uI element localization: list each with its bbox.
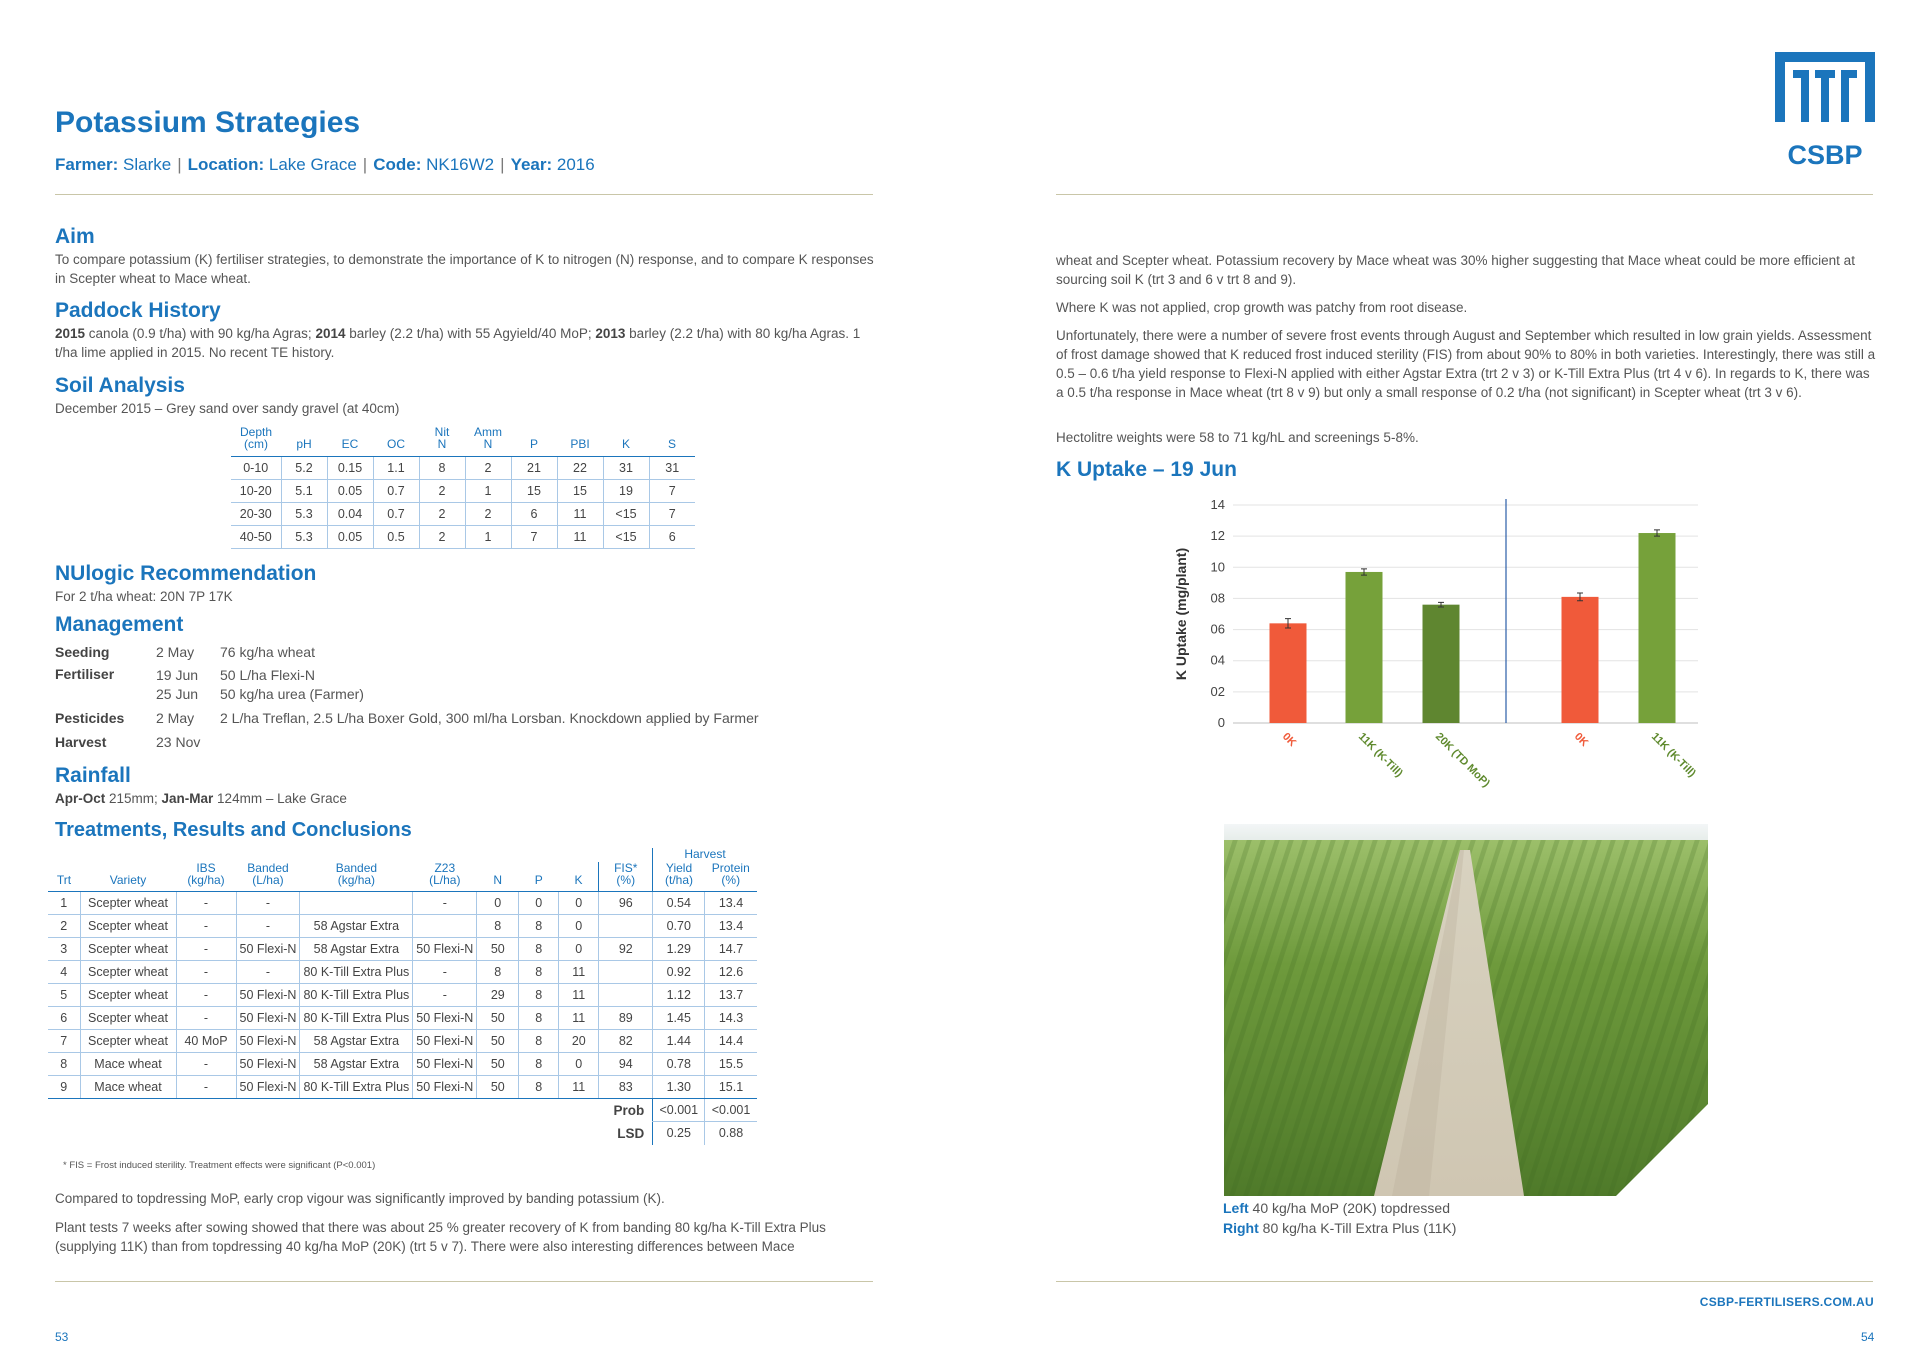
k-uptake-chart [960, 480, 1920, 810]
soil-heading: Soil Analysis [55, 374, 185, 397]
soil-col-header: Depth (cm) [231, 424, 281, 456]
trial-meta: Farmer: Slarke | Location: Lake Grace | Code: NK16W2 | Year: 2016 [55, 155, 595, 174]
soil-row: 40-50 5.3 0.05 0.5 2 1 7 11 <15 6 [231, 525, 695, 548]
management-row: Fertiliser 19 Jun 25 Jun 50 L/ha Flexi-N 50 kg/ha urea (Farmer) [55, 666, 364, 702]
treatment-row: 6 Scepter wheat - 50 Flexi-N 80 K-Till Extra Plus 50 Flexi-N 50 8 11 89 1.45 14.3 [48, 1007, 757, 1030]
photo-caption: Left 40 kg/ha MoP (20K) topdressed Right 80 kg/ha K-Till Extra Plus (11K) [1223, 1200, 1457, 1236]
treatment-row: 5 Scepter wheat - 50 Flexi-N 80 K-Till Extra Plus - 29 8 11 1.12 13.7 [48, 984, 757, 1007]
x-tick-label: 11K (K-Till) [1648, 730, 1698, 780]
treatment-col-header: Protein (%) [705, 862, 757, 892]
soil-col-header: pH [281, 424, 327, 456]
lsd-row: LSD 0.25 0.88 [48, 1122, 757, 1145]
treatment-row: 4 Scepter wheat - - 80 K-Till Extra Plus - 8 8 11 0.92 12.6 [48, 961, 757, 984]
soil-col-header: OC [373, 424, 419, 456]
treatment-row: 9 Mace wheat - 50 Flexi-N 80 K-Till Extra Plus 50 Flexi-N 50 8 11 83 1.30 15.1 [48, 1076, 757, 1099]
rainfall-heading: Rainfall [55, 764, 131, 787]
soil-col-header: S [649, 424, 695, 456]
footer-rule-right [1056, 1281, 1873, 1282]
treatment-col-header: Banded (L/ha) [236, 862, 300, 892]
page-title: Potassium Strategies [55, 106, 361, 139]
soil-col-header: Nit N [419, 424, 465, 456]
rainfall-text: Apr-Oct 215mm; Jan-Mar 124mm – Lake Grace [55, 791, 347, 806]
treatment-row: 2 Scepter wheat - - 58 Agstar Extra 8 8 0 0.70 13.4 [48, 915, 757, 938]
soil-table [231, 424, 695, 549]
soil-col-header: PBI [557, 424, 603, 456]
treatment-row: 8 Mace wheat - 50 Flexi-N 58 Agstar Extra 50 Flexi-N 50 8 0 94 0.78 15.5 [48, 1053, 757, 1076]
left-paragraph-2: Plant tests 7 weeks after sowing showed that there was about 25 % greater recovery of K from banding 80 kg/ha K-Till Extra Plus (supplying 11K) than from topdressing 40 kg/ha MoP (20K) (trt 5 v 7). There were also interesting differences between Mace [55, 1220, 826, 1254]
y-tick-label: 0 [1217, 715, 1225, 730]
soil-col-header: EC [327, 424, 373, 456]
right-paragraph-3: Unfortunately, there were a number of severe frost events through August and September which resulted in low grain yields. Assessment of frost damage showed that K reduced frost induced sterility (FIS) from about 90% to 80% in both varieties. Interestingly, there was still a 0.5 – 0.6 t/ha yield response to Flexi-N applied with either Agstar Extra (trt 2 v 3) or K-Till Extra Plus (trt 4 v 6). In regards to K, there was a 0.5 t/ha response in Mace wheat (trt 8 v 9) but only a small response of 0.2 t/ha (not significant) in Scepter wheat (trt 3 v 6). [1056, 328, 1876, 400]
crop-photo [1224, 824, 1708, 1196]
website-url[interactable]: CSBP-FERTILISERS.COM.AU [1699, 1295, 1874, 1309]
management-row: Harvest 23 Nov [55, 734, 201, 750]
soil-col-header: P [511, 424, 557, 456]
svg-text:CSBP: CSBP [1787, 140, 1863, 170]
treatment-col-header: P [519, 862, 559, 892]
treatment-col-header: Yield (t/ha) [653, 862, 705, 892]
treatment-col-header: Banded (kg/ha) [300, 862, 413, 892]
prob-row: Prob <0.001 <0.001 [48, 1099, 757, 1122]
treatment-row: 1 Scepter wheat - - - 0 0 0 96 0.54 13.4 [48, 892, 757, 915]
x-tick-label: 0K [1279, 730, 1299, 750]
right-page [960, 0, 1920, 1358]
page-number-right: 54 [1861, 1330, 1875, 1344]
left-paragraph-1: Compared to topdressing MoP, early crop vigour was significantly improved by banding potassium (K). [55, 1191, 665, 1206]
treatment-col-header: Variety [80, 862, 176, 892]
x-tick-label: 11K (K-Till) [1355, 730, 1405, 780]
bar [1423, 605, 1460, 723]
treatments-heading: Treatments, Results and Conclusions [55, 819, 412, 841]
y-tick-label: 02 [1210, 683, 1225, 699]
nulogic-heading: NUlogic Recommendation [55, 562, 317, 585]
soil-col-header: Amm N [465, 424, 511, 456]
soil-row: 0-10 5.2 0.15 1.1 8 2 21 22 31 31 [231, 456, 695, 479]
y-tick-label: 06 [1210, 621, 1225, 637]
soil-subtitle: December 2015 – Grey sand over sandy gravel (at 40cm) [55, 401, 400, 416]
y-tick-label: 14 [1210, 497, 1225, 512]
wheat-rows-photo [1224, 824, 1708, 1196]
treatment-col-header: Z23 (L/ha) [413, 862, 477, 892]
soil-row: 20-30 5.3 0.04 0.7 2 2 6 11 <15 7 [231, 502, 695, 525]
aim-heading: Aim [55, 225, 95, 248]
bar [1639, 533, 1676, 723]
soil-col-header: K [603, 424, 649, 456]
treatments-table [48, 848, 757, 1145]
management-row: Pesticides 2 May 2 L/ha Treflan, 2.5 L/ha Boxer Gold, 300 ml/ha Lorsban. Knockdown applied by Farmer [55, 710, 759, 726]
right-paragraph-4: Hectolitre weights were 58 to 71 kg/hL and screenings 5-8%. [1056, 430, 1419, 445]
y-tick-label: 04 [1210, 652, 1225, 668]
treatment-col-header: FIS* (%) [599, 862, 653, 892]
paddock-text: 2015 canola (0.9 t/ha) with 90 kg/ha Agras; 2014 barley (2.2 t/ha) with 55 Agyield/40 MoP; 2013 barley (2.2 t/ha) with 80 kg/ha Agras. 1 t/ha lime applied in 2015. No recent TE history. [55, 326, 861, 360]
treatment-col-header: N [477, 862, 519, 892]
bar [1346, 572, 1383, 723]
y-axis-title: K Uptake (mg/plant) [1173, 547, 1189, 681]
page-number-left: 53 [55, 1330, 69, 1344]
y-tick-label: 08 [1210, 590, 1225, 606]
right-paragraph-2: Where K was not applied, crop growth was patchy from root disease. [1056, 300, 1468, 315]
header-rule [55, 194, 873, 195]
x-tick-label: 20K (TD MoP) [1432, 730, 1492, 790]
treatment-row: 3 Scepter wheat - 50 Flexi-N 58 Agstar Extra 50 Flexi-N 50 8 0 92 1.29 14.7 [48, 938, 757, 961]
treatment-col-header: Trt [48, 862, 80, 892]
treatment-row: 7 Scepter wheat 40 MoP 50 Flexi-N 58 Agstar Extra 50 Flexi-N 50 8 20 82 1.44 14.4 [48, 1030, 757, 1053]
bar [1270, 623, 1307, 723]
y-tick-label: 10 [1210, 559, 1225, 575]
x-tick-label: 0K [1571, 730, 1591, 750]
header-rule-right [1056, 194, 1873, 195]
y-tick-label: 12 [1210, 528, 1225, 544]
aim-text: To compare potassium (K) fertiliser strategies, to demonstrate the importance of K to nitrogen (N) response, and to compare K responses in Scepter wheat to Mace wheat. [55, 252, 874, 286]
treatment-col-header: IBS (kg/ha) [176, 862, 236, 892]
right-paragraph-1: wheat and Scepter wheat. Potassium recovery by Mace wheat was 30% higher suggesting that Mace wheat could be more efficient at sourcing soil K (trt 3 and 6 v trt 8 and 9). [1056, 253, 1855, 287]
paddock-heading: Paddock History [55, 299, 221, 322]
soil-row: 10-20 5.1 0.05 0.7 2 1 15 15 19 7 [231, 479, 695, 502]
footnote: * FIS = Frost induced sterility. Treatment effects were significant (P<0.001) [63, 1160, 376, 1171]
treatment-col-header: K [559, 862, 599, 892]
management-row: Seeding 2 May 76 kg/ha wheat [55, 644, 315, 660]
management-table [55, 640, 759, 754]
management-heading: Management [55, 613, 184, 636]
footer-rule [55, 1281, 873, 1282]
csbp-logo [1775, 52, 1877, 172]
bar [1562, 597, 1599, 723]
harvest-group-label: Harvest [653, 848, 757, 862]
nulogic-text: For 2 t/ha wheat: 20N 7P 17K [55, 589, 233, 604]
chart-title: K Uptake – 19 Jun [1056, 458, 1237, 481]
